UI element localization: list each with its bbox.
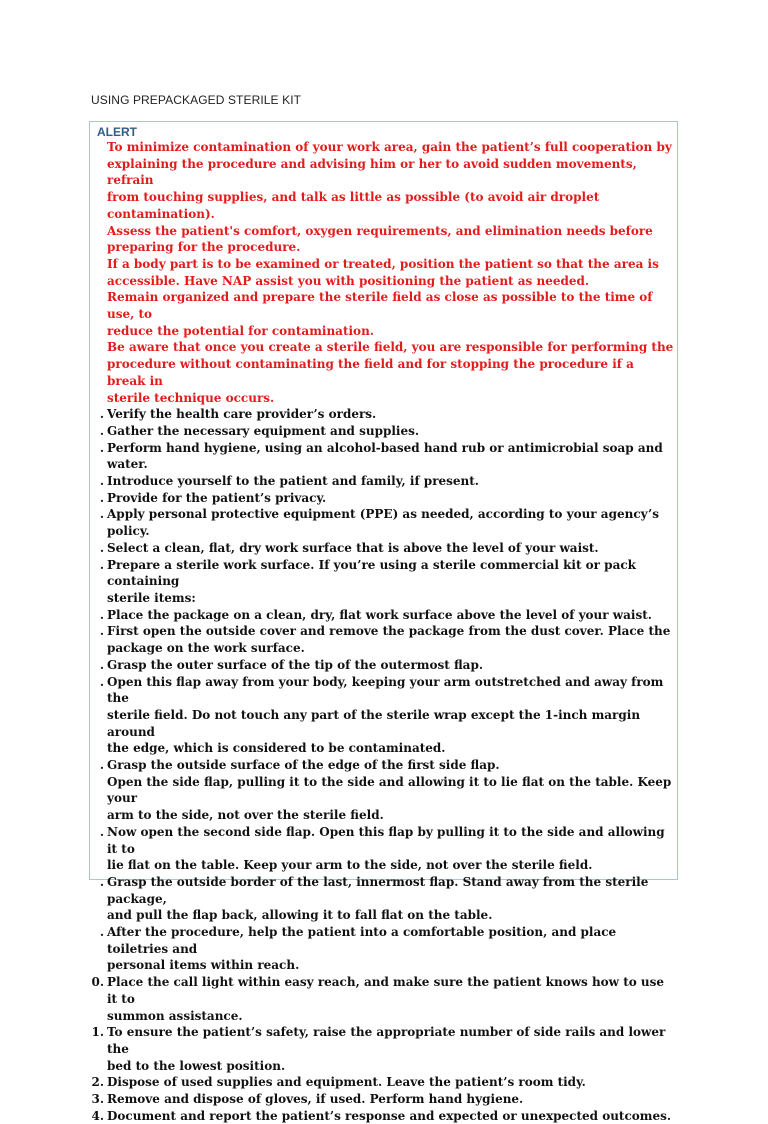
step-line <box>91 1074 674 1091</box>
step-text: Remove and dispose of gloves, if used. Perform hand hygiene. <box>107 1092 524 1107</box>
step-number: . <box>99 874 104 889</box>
step-text: Grasp the outside border of the last, innermost flap. Stand away from the sterile package, <box>107 874 649 906</box>
step-text: Verify the health care provider’s orders. <box>107 407 377 422</box>
step-text: Dispose of used supplies and equipment. Leave the patient’s room tidy. <box>107 1075 586 1090</box>
step-line <box>99 824 674 857</box>
alert-line: from touching supplies, and talk as little as possible (to avoid air droplet contamination). <box>107 190 600 221</box>
step-number: 2. <box>91 1075 104 1090</box>
step-line <box>99 757 674 774</box>
step-text: bed to the lowest position. <box>107 1058 286 1073</box>
step-number: . <box>99 490 104 505</box>
step-number: . <box>99 824 104 839</box>
step-line <box>107 707 674 740</box>
procedure-content <box>91 139 674 1124</box>
step-text: Place the call light within easy reach, and make sure the patient knows how to use it to <box>107 975 665 1006</box>
step-text: Grasp the outside surface of the edge of the first side flap. <box>107 758 500 773</box>
step-line <box>107 774 674 807</box>
step-number: . <box>99 474 104 489</box>
step-line <box>99 924 674 957</box>
step-text: Grasp the outer surface of the tip of the outermost flap. <box>107 657 484 672</box>
step-text: sterile items: <box>107 590 196 605</box>
step-text: Open the side flap, pulling it to the side and allowing it to lie flat on the table. Keep your <box>107 774 672 806</box>
step-text: After the procedure, help the patient into a comfortable position, and place toiletries and <box>107 925 617 956</box>
step-number: . <box>99 540 104 555</box>
step-line <box>91 1108 674 1124</box>
step-text: and pull the flap back, allowing it to fall flat on the table. <box>107 908 493 923</box>
step-text: Document and report the patient’s response and expected or unexpected outcomes. <box>107 1108 672 1123</box>
step-line <box>91 974 674 1007</box>
step-text: package on the work surface. <box>107 641 305 656</box>
alert-line: accessible. Have NAP assist you with positioning the patient as needed. <box>107 273 590 288</box>
step-text: Apply personal protective equipment (PPE) as needed, according to your agency’s policy. <box>107 507 659 539</box>
step-line <box>99 490 674 507</box>
step-text: sterile field. Do not touch any part of the sterile wrap except the 1-inch margin around <box>107 707 641 739</box>
alert-line: Be aware that once you create a sterile field, you are responsible for performing the <box>107 340 674 355</box>
step-text: Select a clean, flat, dry work surface that is above the level of your waist. <box>107 540 599 555</box>
step-number: . <box>99 507 104 522</box>
step-text: summon assistance. <box>107 1008 243 1023</box>
step-text: lie flat on the table. Keep your arm to the side, not over the sterile field. <box>107 858 593 873</box>
step-line <box>99 540 674 557</box>
step-number: . <box>99 407 104 422</box>
step-text: Perform hand hygiene, using an alcohol-based hand rub or antimicrobial soap and water. <box>107 440 663 472</box>
step-line <box>91 1024 674 1057</box>
step-number: 3. <box>91 1092 104 1107</box>
step-text: First open the outside cover and remove the package from the dust cover. Place the <box>107 624 671 639</box>
step-line <box>107 957 674 974</box>
step-line <box>99 506 674 539</box>
step-line <box>99 657 674 674</box>
step-line <box>107 857 674 874</box>
step-text: Prepare a sterile work surface. If you’re using a sterile commercial kit or pack containing <box>107 557 636 589</box>
step-line <box>107 807 674 824</box>
alert-line: Remain organized and prepare the sterile field as close as possible to the time of use, to <box>107 290 653 322</box>
alert-line: explaining the procedure and advising him or her to avoid sudden movements, refrain <box>107 156 637 188</box>
step-text: arm to the side, not over the sterile field. <box>107 808 384 823</box>
step-number: 4. <box>91 1108 104 1123</box>
step-line <box>107 740 674 757</box>
step-number: 1. <box>91 1025 104 1040</box>
step-number: 0. <box>91 975 104 990</box>
alert-text <box>107 139 674 406</box>
alert-line: preparing for the procedure. <box>107 240 301 255</box>
alert-line: If a body part is to be examined or treated, position the patient so that the area is <box>107 256 659 271</box>
step-number: . <box>99 657 104 672</box>
step-line <box>107 1008 674 1025</box>
step-line <box>99 607 674 624</box>
step-line <box>99 473 674 490</box>
alert-line: To minimize contamination of your work area, gain the patient’s full cooperation by <box>107 140 672 154</box>
step-line <box>91 1091 674 1108</box>
step-number: . <box>99 925 104 940</box>
alert-line: reduce the potential for contamination. <box>107 323 374 338</box>
step-text: Gather the necessary equipment and supplies. <box>107 423 420 438</box>
step-line <box>99 674 674 707</box>
step-text: the edge, which is considered to be contaminated. <box>107 741 446 756</box>
step-text: Introduce yourself to the patient and family, if present. <box>107 474 479 489</box>
step-text: Now open the second side flap. Open this flap by pulling it to the side and allowing it to <box>107 824 665 856</box>
step-text: personal items within reach. <box>107 958 300 973</box>
step-text: Open this flap away from your body, keeping your arm outstretched and away from the <box>107 674 664 706</box>
document-title: USING PREPACKAGED STERILE KIT <box>91 93 302 107</box>
procedure-steps <box>91 406 674 1124</box>
step-number: . <box>99 674 104 689</box>
step-text: Provide for the patient’s privacy. <box>107 490 327 505</box>
step-number: . <box>99 758 104 773</box>
step-number: . <box>99 557 104 572</box>
step-line <box>107 907 674 924</box>
alert-line: sterile technique occurs. <box>107 390 275 405</box>
step-line <box>99 406 674 423</box>
step-line <box>107 1058 674 1075</box>
alert-label: ALERT <box>97 125 137 139</box>
step-number: . <box>99 624 104 639</box>
step-line <box>99 623 674 640</box>
step-line <box>107 640 674 657</box>
step-line <box>99 874 674 907</box>
alert-line: Assess the patient's comfort, oxygen requirements, and elimination needs before <box>107 223 653 238</box>
step-line <box>99 440 674 473</box>
step-number: . <box>99 440 104 455</box>
step-number: . <box>99 607 104 622</box>
alert-line: procedure without contaminating the field and for stopping the procedure if a break in <box>107 357 634 388</box>
step-line <box>99 557 674 590</box>
step-text: To ensure the patient’s safety, raise the appropriate number of side rails and lower the <box>107 1025 666 1056</box>
step-number: . <box>99 423 104 438</box>
step-line <box>99 423 674 440</box>
step-line <box>107 590 674 607</box>
step-text: Place the package on a clean, dry, flat work surface above the level of your waist. <box>107 607 652 622</box>
